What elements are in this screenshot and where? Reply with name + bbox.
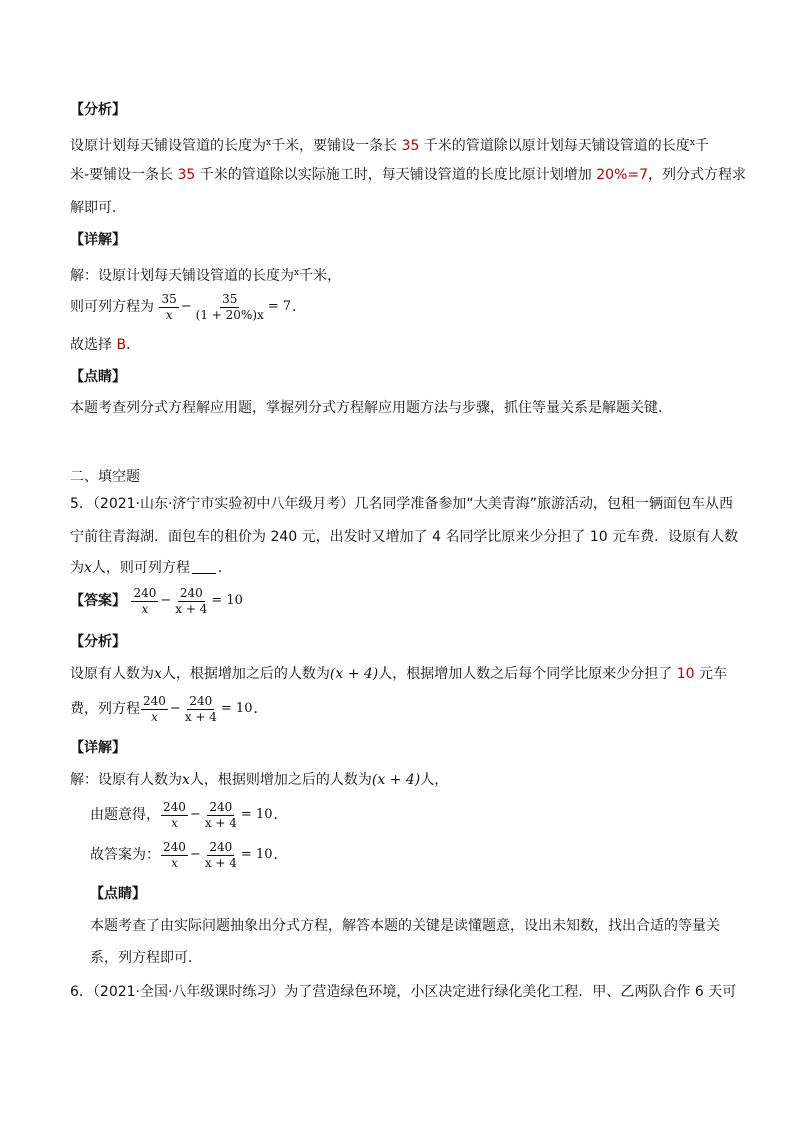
variable-x: x (182, 772, 190, 788)
denominator: x + 4 (175, 601, 208, 616)
comment-heading: 【点睛】 (70, 369, 126, 385)
analysis-line-1 (70, 133, 709, 156)
detail-choice-line (70, 335, 140, 355)
question-5-line-3 (70, 558, 232, 578)
fraction (194, 292, 266, 323)
analysis-line-2 (70, 165, 746, 185)
minus-sign: − (180, 299, 192, 314)
period: ． (253, 701, 268, 717)
fraction (161, 800, 188, 831)
text: 千米， (299, 268, 342, 284)
period: ． (292, 299, 307, 315)
text: 为 (70, 560, 84, 576)
minus-sign: − (189, 807, 201, 822)
denominator: x (151, 709, 158, 724)
numerator: 240 (179, 585, 203, 600)
answer-line (70, 584, 244, 618)
detail-line-1 (70, 263, 341, 286)
minus-sign: − (169, 701, 181, 716)
analysis-5-equation-line (70, 692, 267, 726)
text: 则可列方程为 (70, 299, 154, 315)
text: 解：设原有人数为 (70, 772, 182, 788)
text: 设原有人数为 (70, 666, 154, 682)
analysis-line-3: 解即可． (70, 200, 126, 216)
text: 由题意得， (90, 807, 160, 823)
denominator: (1 + 20%)x (195, 307, 264, 322)
denominator: x (171, 815, 178, 830)
text: 米-要铺设一条长 (70, 167, 178, 183)
numerator: 240 (143, 693, 166, 708)
text: 千米，要铺设一条长 (271, 138, 402, 154)
denominator: x + 4 (204, 815, 237, 830)
text: 人，根据增加人数之后每个同学比原来少分担了 (378, 666, 677, 682)
detail-heading: 【详解】 (70, 232, 126, 248)
denominator: x (141, 601, 149, 616)
answer-heading: 【答案】 (70, 593, 126, 609)
expression: (x + 4) (371, 772, 421, 788)
detail-5-line-1 (70, 770, 448, 790)
detail-5-line-3 (90, 838, 287, 872)
denominator: x + 4 (204, 855, 237, 870)
text: 设原计划每天铺设管道的长度为 (70, 138, 266, 154)
comment-heading: 【点睛】 (90, 886, 146, 902)
denominator: x + 4 (184, 709, 217, 724)
fraction (173, 586, 209, 617)
highlight-number: 35 (401, 138, 420, 154)
numerator: 240 (163, 799, 186, 814)
variable-x: x (266, 138, 272, 148)
text: ，列分式方程求 (648, 167, 747, 183)
answer-letter: B (116, 337, 127, 353)
variable-x: x (84, 560, 92, 576)
numerator: 35 (161, 291, 177, 306)
equals-rhs: = 10 (220, 701, 253, 716)
minus-sign: − (189, 847, 201, 862)
analysis-heading: 【分析】 (70, 102, 126, 118)
numerator: 240 (163, 839, 186, 854)
minus-sign: − (160, 593, 172, 608)
text: 费，列方程 (70, 701, 140, 717)
text: 千米的管道除以原计划每天铺设管道的长度 (419, 138, 690, 154)
question-5-line-1: 5．（2021·山东·济宁市实验初中八年级月考）几名同学准备参加“大美青海”旅游活动，包租一辆面包车从西 (70, 496, 733, 512)
text: 故选择 (70, 337, 117, 353)
numerator: 240 (133, 585, 157, 600)
comment-5-line-2: 系，列方程即可． (90, 950, 202, 966)
variable-x: x (154, 666, 162, 682)
detail-5-line-2 (90, 798, 287, 832)
denominator: x (171, 855, 178, 870)
numerator: 240 (209, 799, 233, 814)
highlight-number: 35 (177, 167, 196, 183)
variable-x: x (689, 138, 695, 148)
text: 千米的管道除以实际施工时，每天铺设管道的长度比原计划增加 (195, 167, 597, 183)
section-title: 二、填空题 (70, 469, 140, 485)
text: 人，根据增加之后的人数为 (161, 666, 330, 682)
period: ． (273, 807, 288, 823)
period: ． (273, 847, 288, 863)
fraction (141, 694, 168, 725)
text: 人，则可列方程 (91, 560, 190, 576)
question-5-line-2: 宁前往青海湖．面包车的租价为 240 元，出发时又增加了 4 名同学比原来少分担了 10 元车费．设原有人数 (70, 529, 739, 545)
numerator: 35 (222, 291, 238, 306)
text: 人，根据则增加之后的人数为 (189, 772, 372, 788)
equals-rhs: = 10 (240, 847, 273, 862)
fraction (159, 292, 178, 323)
fraction (203, 840, 239, 871)
equals-rhs: = 10 (211, 593, 243, 608)
fraction (183, 694, 219, 725)
text: 人， (420, 772, 449, 788)
analysis-heading: 【分析】 (70, 634, 126, 650)
variable-x: x (294, 268, 300, 278)
fraction (161, 840, 188, 871)
analysis-5-line-1 (70, 664, 727, 684)
text: 解：设原计划每天铺设管道的长度为 (70, 268, 294, 284)
highlight-percent: 20%=7 (596, 167, 649, 183)
fraction (203, 800, 239, 831)
expression: (x + 4) (329, 666, 379, 682)
question-6-line-1: 6．（2021·全国·八年级课时练习）为了营造绿色环境，小区决定进行绿化美化工程．甲、乙两队合作 6 天可 (70, 984, 737, 1000)
text: 元车 (694, 666, 727, 682)
text: ． (126, 337, 141, 353)
comment-5-line-1: 本题考查了由实际问题抽象出分式方程，解答本题的关键是读懂题意，设出未知数，找出合适的等量关 (90, 918, 720, 934)
numerator: 240 (189, 693, 213, 708)
denominator: x (165, 307, 173, 322)
equals-rhs: = 10 (240, 807, 273, 822)
numerator: 240 (209, 839, 233, 854)
text: 千 (694, 138, 709, 154)
highlight-number: 10 (676, 666, 695, 682)
detail-heading: 【详解】 (70, 740, 126, 756)
comment-text: 本题考查列分式方程解应用题，掌握列分式方程解应用题方法与步骤，抓住等量关系是解题关键． (70, 400, 672, 416)
answer-blank (192, 559, 216, 574)
text: ． (217, 560, 232, 576)
detail-equation-line (70, 290, 306, 324)
equals-rhs: = 7 (267, 299, 292, 314)
fraction (131, 586, 158, 617)
text: 故答案为： (90, 847, 160, 863)
